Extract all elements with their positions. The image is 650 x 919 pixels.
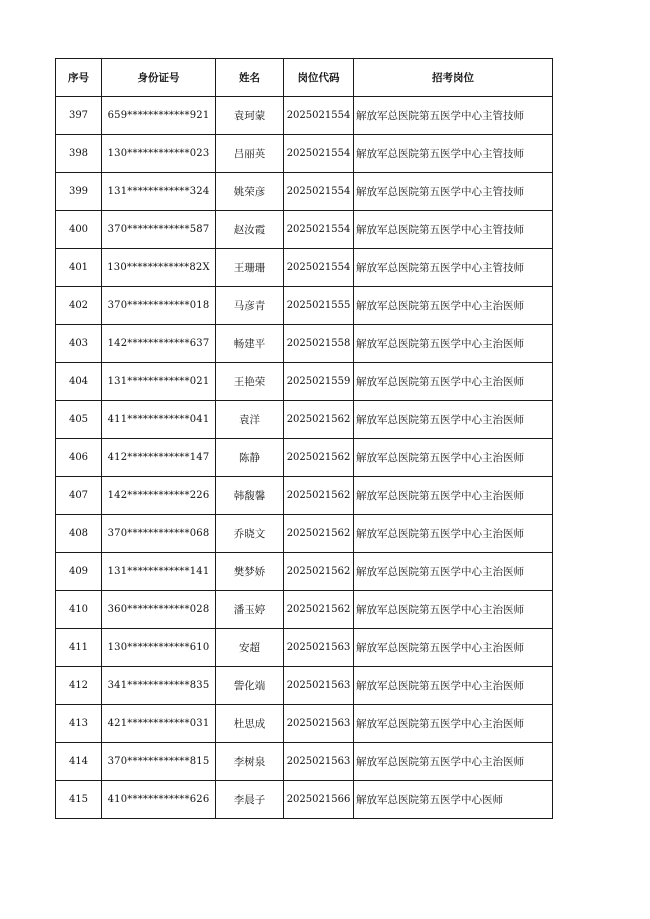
cell-serial-number: 403 xyxy=(56,325,102,363)
cell-post-code: 2025021563 xyxy=(284,743,354,781)
cell-post-title: 解放军总医院第五医学中心主治医师 xyxy=(354,401,553,439)
header-id-number: 身份证号 xyxy=(102,59,216,97)
cell-post-title: 解放军总医院第五医学中心主管技师 xyxy=(354,249,553,287)
cell-serial-number: 404 xyxy=(56,363,102,401)
cell-post-code: 2025021554 xyxy=(284,135,354,173)
cell-post-code: 2025021566 xyxy=(284,781,354,819)
cell-serial-number: 400 xyxy=(56,211,102,249)
cell-name: 王珊珊 xyxy=(216,249,284,287)
cell-id-number: 131************141 xyxy=(102,553,216,591)
cell-serial-number: 409 xyxy=(56,553,102,591)
cell-name: 袁洋 xyxy=(216,401,284,439)
cell-name: 潘玉婷 xyxy=(216,591,284,629)
cell-id-number: 130************82X xyxy=(102,249,216,287)
table-row xyxy=(56,249,553,287)
cell-post-title: 解放军总医院第五医学中心主管技师 xyxy=(354,97,553,135)
table-row xyxy=(56,477,553,515)
header-serial-number: 序号 xyxy=(56,59,102,97)
cell-name: 訾化端 xyxy=(216,667,284,705)
cell-post-code: 2025021562 xyxy=(284,591,354,629)
cell-post-title: 解放军总医院第五医学中心主治医师 xyxy=(354,363,553,401)
cell-serial-number: 408 xyxy=(56,515,102,553)
table-row xyxy=(56,325,553,363)
cell-post-title: 解放军总医院第五医学中心主治医师 xyxy=(354,705,553,743)
table-row xyxy=(56,173,553,211)
cell-post-code: 2025021562 xyxy=(284,553,354,591)
candidate-table xyxy=(55,58,553,819)
header-name: 姓名 xyxy=(216,59,284,97)
cell-name: 李树泉 xyxy=(216,743,284,781)
cell-post-title: 解放军总医院第五医学中心主治医师 xyxy=(354,325,553,363)
cell-name: 袁珂蒙 xyxy=(216,97,284,135)
header-post-code: 岗位代码 xyxy=(284,59,354,97)
cell-post-title: 解放军总医院第五医学中心主管技师 xyxy=(354,135,553,173)
cell-post-title: 解放军总医院第五医学中心主治医师 xyxy=(354,629,553,667)
cell-id-number: 421************031 xyxy=(102,705,216,743)
cell-name: 韩馥馨 xyxy=(216,477,284,515)
cell-name: 吕丽英 xyxy=(216,135,284,173)
table-row xyxy=(56,591,553,629)
cell-post-code: 2025021562 xyxy=(284,477,354,515)
cell-post-code: 2025021562 xyxy=(284,439,354,477)
cell-id-number: 142************226 xyxy=(102,477,216,515)
cell-name: 樊梦娇 xyxy=(216,553,284,591)
cell-post-code: 2025021563 xyxy=(284,705,354,743)
candidate-list-sheet xyxy=(55,58,552,819)
cell-id-number: 341************835 xyxy=(102,667,216,705)
table-row xyxy=(56,515,553,553)
table-row xyxy=(56,401,553,439)
cell-post-code: 2025021554 xyxy=(284,211,354,249)
cell-id-number: 131************021 xyxy=(102,363,216,401)
cell-name: 赵汝霞 xyxy=(216,211,284,249)
table-row xyxy=(56,553,553,591)
table-row xyxy=(56,629,553,667)
cell-id-number: 410************626 xyxy=(102,781,216,819)
cell-name: 畅建平 xyxy=(216,325,284,363)
table-row xyxy=(56,363,553,401)
cell-name: 安超 xyxy=(216,629,284,667)
cell-serial-number: 406 xyxy=(56,439,102,477)
cell-post-title: 解放军总医院第五医学中心主治医师 xyxy=(354,439,553,477)
cell-post-code: 2025021562 xyxy=(284,401,354,439)
table-body xyxy=(56,97,553,819)
header-post-title: 招考岗位 xyxy=(354,59,553,97)
cell-post-code: 2025021562 xyxy=(284,515,354,553)
cell-id-number: 130************023 xyxy=(102,135,216,173)
cell-id-number: 659************921 xyxy=(102,97,216,135)
table-row xyxy=(56,743,553,781)
cell-id-number: 130************610 xyxy=(102,629,216,667)
table-row xyxy=(56,667,553,705)
cell-post-title: 解放军总医院第五医学中心主治医师 xyxy=(354,477,553,515)
cell-id-number: 370************587 xyxy=(102,211,216,249)
table-row xyxy=(56,135,553,173)
cell-serial-number: 399 xyxy=(56,173,102,211)
cell-serial-number: 413 xyxy=(56,705,102,743)
cell-id-number: 411************041 xyxy=(102,401,216,439)
cell-name: 陈静 xyxy=(216,439,284,477)
cell-serial-number: 405 xyxy=(56,401,102,439)
cell-post-title: 解放军总医院第五医学中心主治医师 xyxy=(354,667,553,705)
cell-post-code: 2025021554 xyxy=(284,173,354,211)
cell-serial-number: 407 xyxy=(56,477,102,515)
cell-post-code: 2025021554 xyxy=(284,249,354,287)
table-row xyxy=(56,439,553,477)
table-header-row xyxy=(56,59,553,97)
cell-post-code: 2025021559 xyxy=(284,363,354,401)
cell-id-number: 370************068 xyxy=(102,515,216,553)
cell-post-code: 2025021558 xyxy=(284,325,354,363)
cell-post-title: 解放军总医院第五医学中心主管技师 xyxy=(354,211,553,249)
cell-serial-number: 414 xyxy=(56,743,102,781)
table-row xyxy=(56,705,553,743)
cell-serial-number: 410 xyxy=(56,591,102,629)
cell-serial-number: 412 xyxy=(56,667,102,705)
cell-post-title: 解放军总医院第五医学中心主治医师 xyxy=(354,743,553,781)
cell-name: 王艳荣 xyxy=(216,363,284,401)
cell-serial-number: 415 xyxy=(56,781,102,819)
cell-serial-number: 401 xyxy=(56,249,102,287)
cell-post-title: 解放军总医院第五医学中心主治医师 xyxy=(354,515,553,553)
cell-name: 李晨子 xyxy=(216,781,284,819)
cell-name: 姚荣彦 xyxy=(216,173,284,211)
cell-post-code: 2025021554 xyxy=(284,97,354,135)
cell-post-code: 2025021563 xyxy=(284,629,354,667)
cell-name: 杜思成 xyxy=(216,705,284,743)
cell-serial-number: 397 xyxy=(56,97,102,135)
cell-post-title: 解放军总医院第五医学中心医师 xyxy=(354,781,553,819)
cell-id-number: 360************028 xyxy=(102,591,216,629)
cell-serial-number: 411 xyxy=(56,629,102,667)
cell-id-number: 370************815 xyxy=(102,743,216,781)
cell-post-title: 解放军总医院第五医学中心主治医师 xyxy=(354,553,553,591)
cell-serial-number: 402 xyxy=(56,287,102,325)
cell-id-number: 131************324 xyxy=(102,173,216,211)
table-row xyxy=(56,97,553,135)
cell-serial-number: 398 xyxy=(56,135,102,173)
cell-post-title: 解放军总医院第五医学中心主治医师 xyxy=(354,287,553,325)
cell-name: 马彦青 xyxy=(216,287,284,325)
table-row xyxy=(56,211,553,249)
cell-post-title: 解放军总医院第五医学中心主治医师 xyxy=(354,591,553,629)
cell-name: 乔晓文 xyxy=(216,515,284,553)
cell-post-code: 2025021563 xyxy=(284,667,354,705)
cell-id-number: 412************147 xyxy=(102,439,216,477)
cell-post-title: 解放军总医院第五医学中心主管技师 xyxy=(354,173,553,211)
cell-id-number: 370************018 xyxy=(102,287,216,325)
table-row xyxy=(56,287,553,325)
table-row xyxy=(56,781,553,819)
cell-id-number: 142************637 xyxy=(102,325,216,363)
cell-post-code: 2025021555 xyxy=(284,287,354,325)
